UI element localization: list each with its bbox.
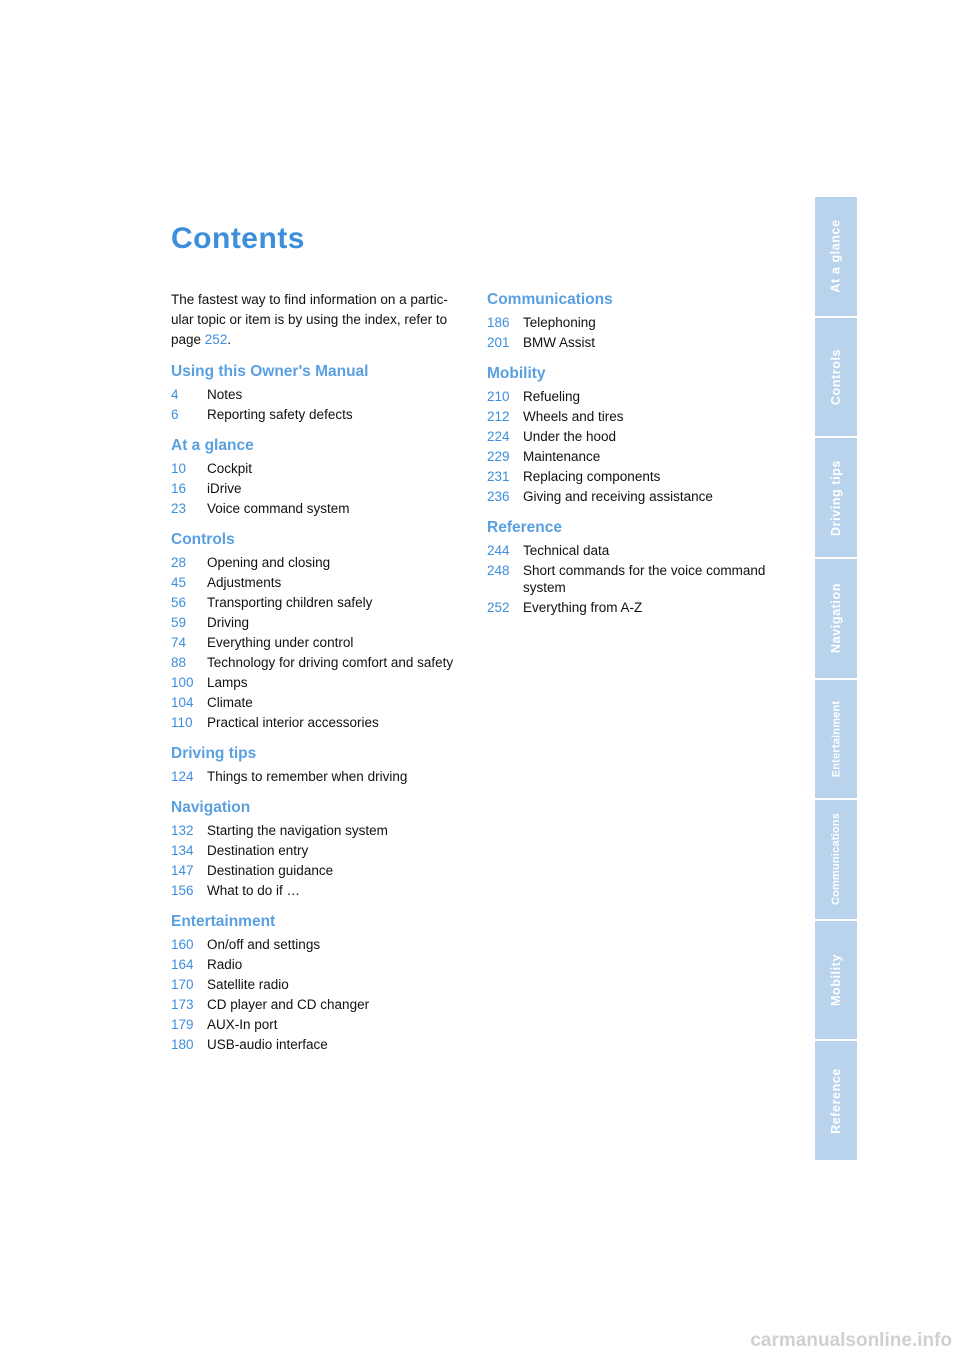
entry-label: Satellite radio bbox=[207, 976, 289, 992]
page-number-link[interactable]: 6 bbox=[171, 406, 179, 422]
tab-label: Mobility bbox=[829, 954, 843, 1007]
entry-label: Lamps bbox=[207, 674, 248, 690]
entry-label: Things to remember when driving bbox=[207, 768, 408, 784]
toc-right-column bbox=[487, 290, 787, 617]
page-number-link[interactable]: 16 bbox=[171, 480, 187, 496]
toc-entry[interactable] bbox=[487, 597, 787, 617]
entry-label: Technology for driving comfort and safety bbox=[207, 654, 454, 670]
page-number-link[interactable]: 210 bbox=[487, 388, 510, 404]
page-number-link[interactable]: 134 bbox=[171, 842, 194, 858]
page-number-link[interactable]: 212 bbox=[487, 408, 510, 424]
toc-entry[interactable] bbox=[171, 552, 471, 572]
page-number-link[interactable]: 100 bbox=[171, 674, 194, 690]
page-number-link[interactable]: 170 bbox=[171, 976, 194, 992]
tab-driving-tips[interactable] bbox=[815, 438, 857, 559]
entry-label: Cockpit bbox=[207, 460, 253, 476]
section-title-entertainment: Entertainment bbox=[171, 913, 276, 930]
entry-label: Destination entry bbox=[207, 842, 309, 858]
page-number-link[interactable]: 248 bbox=[487, 562, 510, 578]
entry-label: Radio bbox=[207, 956, 243, 972]
page-number-link[interactable]: 201 bbox=[487, 334, 510, 350]
entry-label: Adjustments bbox=[207, 574, 282, 590]
watermark: carmanualsonline.info bbox=[750, 1330, 952, 1351]
entry-label: Everything from A-Z bbox=[523, 599, 643, 615]
toc-left-column bbox=[171, 290, 471, 1054]
toc-entry[interactable] bbox=[171, 384, 471, 404]
toc-entry[interactable] bbox=[487, 486, 787, 506]
entry-label: Maintenance bbox=[523, 448, 601, 464]
page-number-link[interactable]: 110 bbox=[171, 714, 193, 730]
tab-label: Communications bbox=[830, 813, 842, 906]
tab-label: At a glance bbox=[829, 219, 844, 293]
page-number-link[interactable]: 179 bbox=[171, 1016, 194, 1032]
page-number-link[interactable]: 224 bbox=[487, 428, 510, 444]
entry-label: BMW Assist bbox=[523, 334, 596, 350]
entry-label: Refueling bbox=[523, 388, 581, 404]
page-number-link[interactable]: 10 bbox=[171, 460, 187, 476]
toc-entry[interactable] bbox=[171, 692, 471, 712]
tab-label: Controls bbox=[829, 348, 843, 406]
entry-label: Notes bbox=[207, 386, 243, 402]
section-title-controls: Controls bbox=[171, 531, 235, 548]
tab-label: Entertainment bbox=[830, 700, 842, 778]
tab-navigation[interactable] bbox=[815, 559, 857, 680]
toc-entry[interactable] bbox=[487, 332, 787, 352]
tab-label: Navigation bbox=[829, 583, 843, 654]
entry-label: CD player and CD changer bbox=[207, 996, 370, 1012]
entry-label: Everything under control bbox=[207, 634, 354, 650]
page-number-link[interactable]: 88 bbox=[171, 654, 187, 670]
toc-entry[interactable] bbox=[487, 386, 787, 406]
page-number-link[interactable]: 164 bbox=[171, 956, 194, 972]
page-number-link[interactable]: 104 bbox=[171, 694, 194, 710]
toc-entry[interactable] bbox=[171, 1014, 471, 1034]
tab-at-a-glance[interactable] bbox=[815, 197, 857, 318]
toc-entry[interactable] bbox=[171, 860, 471, 880]
page-number-link[interactable]: 180 bbox=[171, 1036, 194, 1052]
section-title-at-a-glance: At a glance bbox=[171, 437, 254, 454]
page-number-link[interactable]: 231 bbox=[487, 468, 510, 484]
toc-entry[interactable] bbox=[487, 406, 787, 426]
entry-label: Reporting safety defects bbox=[207, 406, 353, 422]
entry-label: Voice command system bbox=[207, 500, 350, 516]
tab-entertainment[interactable] bbox=[815, 680, 857, 801]
toc-entry[interactable] bbox=[487, 560, 787, 597]
section-title-communications: Communications bbox=[487, 291, 613, 308]
entry-label: Technical data bbox=[523, 542, 610, 558]
entry-label: iDrive bbox=[207, 480, 242, 496]
page-number-link[interactable]: 45 bbox=[171, 574, 187, 590]
page-number-link[interactable]: 156 bbox=[171, 882, 194, 898]
toc-entry[interactable] bbox=[171, 498, 471, 518]
toc-entry[interactable] bbox=[171, 478, 471, 498]
page-number-link[interactable]: 74 bbox=[171, 634, 187, 650]
entry-label: Wheels and tires bbox=[523, 408, 624, 424]
toc-entry[interactable] bbox=[171, 404, 471, 424]
page-number-link[interactable]: 28 bbox=[171, 554, 187, 570]
page-number-link[interactable]: 132 bbox=[171, 822, 194, 838]
toc-entry[interactable] bbox=[171, 652, 471, 672]
toc-entry[interactable] bbox=[171, 458, 471, 478]
page-number-link[interactable]: 147 bbox=[171, 862, 194, 878]
page-number-link[interactable]: 244 bbox=[487, 542, 510, 558]
intro-paragraph bbox=[171, 290, 471, 350]
page-number-link[interactable]: 23 bbox=[171, 500, 187, 516]
section-title-driving-tips: Driving tips bbox=[171, 745, 257, 762]
tab-controls[interactable] bbox=[815, 318, 857, 439]
toc-entry[interactable] bbox=[487, 312, 787, 332]
intro-line-1: The fastest way to find information on a partic- bbox=[171, 292, 448, 307]
toc-entry[interactable] bbox=[171, 954, 471, 974]
toc-entry[interactable] bbox=[171, 820, 471, 840]
toc-entry[interactable] bbox=[171, 766, 471, 786]
entry-label: Practical interior accessories bbox=[207, 714, 379, 730]
page-number-link[interactable]: 252 bbox=[487, 599, 510, 615]
page-number-link[interactable]: 59 bbox=[171, 614, 187, 630]
section-title-navigation: Navigation bbox=[171, 799, 251, 816]
entry-label: Short commands for the voice command system bbox=[523, 562, 766, 595]
page-number-link[interactable]: 160 bbox=[171, 936, 194, 952]
toc-entry[interactable] bbox=[171, 592, 471, 612]
page-number-link[interactable]: 124 bbox=[171, 768, 194, 784]
entry-label: Telephoning bbox=[523, 314, 596, 330]
toc-entry[interactable] bbox=[171, 712, 471, 732]
entry-label: Giving and receiving assistance bbox=[523, 488, 713, 504]
page-number-link[interactable]: 186 bbox=[487, 314, 510, 330]
left-sections bbox=[171, 362, 471, 1054]
toc-entry[interactable] bbox=[171, 572, 471, 592]
tab-reference[interactable] bbox=[815, 1041, 857, 1160]
entry-label: On/off and settings bbox=[207, 936, 321, 952]
tab-mobility[interactable] bbox=[815, 921, 857, 1042]
intro-suffix: . bbox=[227, 332, 232, 347]
toc-entry[interactable] bbox=[171, 934, 471, 954]
toc-entry[interactable] bbox=[171, 672, 471, 692]
entry-label: Transporting children safely bbox=[207, 594, 373, 610]
toc-entry[interactable] bbox=[171, 632, 471, 652]
toc-entry[interactable] bbox=[171, 974, 471, 994]
entry-label: Starting the navigation system bbox=[207, 822, 388, 838]
chapter-tab-sidebar bbox=[815, 197, 857, 1160]
tab-label: Driving tips bbox=[829, 459, 843, 536]
entry-label: Under the hood bbox=[523, 428, 617, 444]
entry-label: USB-audio interface bbox=[207, 1036, 328, 1052]
intro-line-2: ular topic or item is by using the index, refer to bbox=[171, 312, 448, 327]
entry-label: Climate bbox=[207, 694, 253, 710]
page-number-link[interactable]: 56 bbox=[171, 594, 187, 610]
page-title: Contents bbox=[171, 222, 305, 255]
section-title-reference: Reference bbox=[487, 519, 562, 536]
toc-entry[interactable] bbox=[171, 612, 471, 632]
toc-entry[interactable] bbox=[171, 880, 471, 900]
entry-label: Opening and closing bbox=[207, 554, 331, 570]
entry-label: Driving bbox=[207, 614, 250, 630]
entry-label: Replacing components bbox=[523, 468, 661, 484]
intro-line-3: page bbox=[171, 332, 205, 347]
index-page-link[interactable]: 252 bbox=[204, 332, 228, 347]
toc-entry[interactable] bbox=[487, 540, 787, 560]
toc-entry[interactable] bbox=[487, 446, 787, 466]
page-number-link[interactable]: 4 bbox=[171, 386, 179, 402]
page-number-link[interactable]: 236 bbox=[487, 488, 510, 504]
page-number-link[interactable]: 173 bbox=[171, 996, 194, 1012]
tab-label: Reference bbox=[829, 1067, 844, 1134]
section-title-mobility: Mobility bbox=[487, 365, 546, 382]
toc-entry[interactable] bbox=[171, 1034, 471, 1054]
section-title-using-this-owner-s-manual: Using this Owner's Manual bbox=[171, 363, 369, 380]
toc-entry[interactable] bbox=[171, 840, 471, 860]
toc-entry[interactable] bbox=[487, 426, 787, 446]
entry-label: AUX-In port bbox=[207, 1016, 278, 1032]
toc-entry[interactable] bbox=[171, 994, 471, 1014]
right-sections bbox=[487, 290, 787, 617]
entry-label: What to do if … bbox=[207, 882, 301, 898]
page-number-link[interactable]: 229 bbox=[487, 448, 510, 464]
entry-label: Destination guidance bbox=[207, 862, 334, 878]
toc-entry[interactable] bbox=[487, 466, 787, 486]
tab-communications[interactable] bbox=[815, 800, 857, 921]
